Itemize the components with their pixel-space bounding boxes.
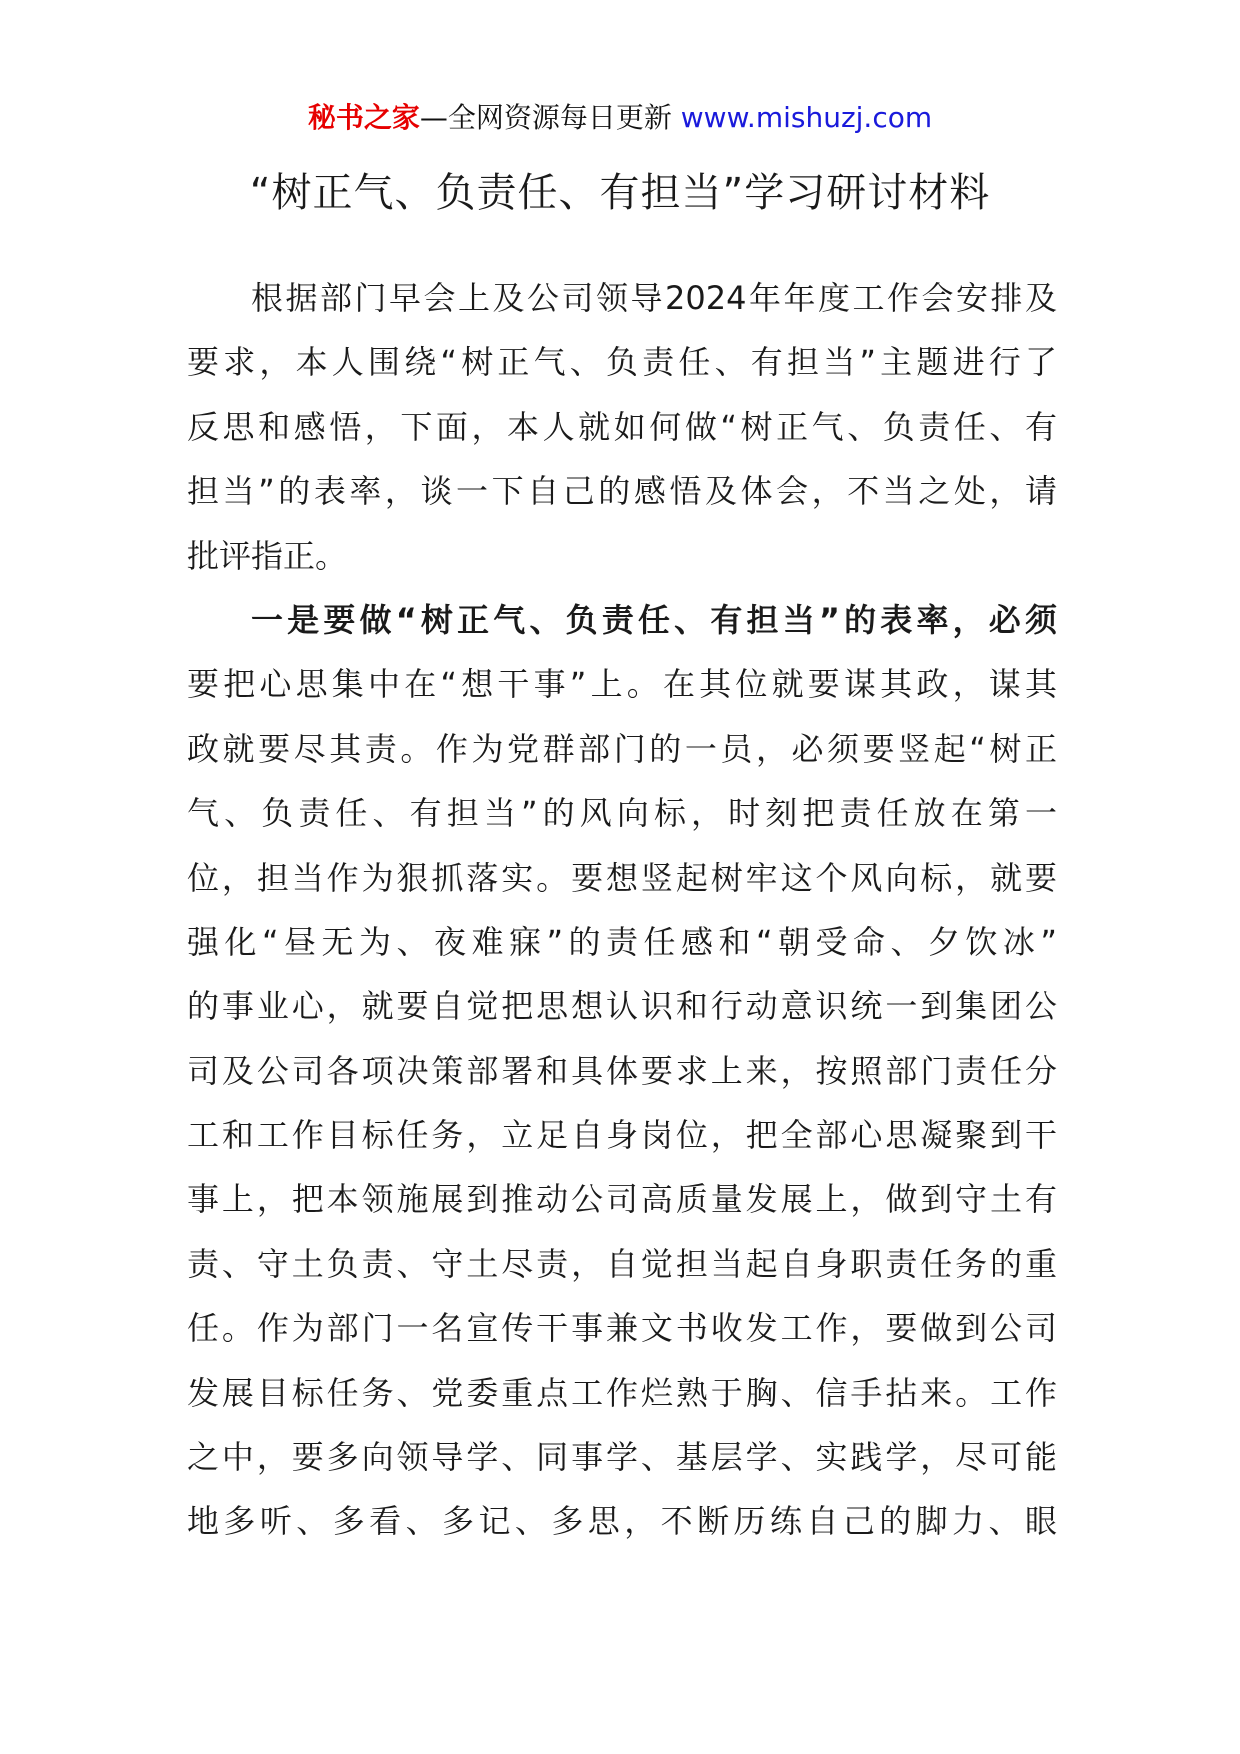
lead-text: 一是要做“树正气、负责任、有担当”的表率，必须 bbox=[251, 600, 1057, 639]
text-line: 根据部门早会上及公司领导2024年年度工作会安排及 bbox=[251, 279, 1057, 317]
text-line: 要把心思集中在“想干事”上。在其位就要谋其政，谋其 bbox=[187, 665, 1057, 704]
text-line: 气、负责任、有担当”的风向标，时刻把责任放在第一 bbox=[187, 794, 1057, 833]
text-line: 责、守土负责、守土尽责，自觉担当起自身职责任务的重 bbox=[187, 1244, 1057, 1283]
text-line: 批评指正。 bbox=[187, 536, 348, 575]
text-line: 司及公司各项决策部署和具体要求上来，按照部门责任分 bbox=[187, 1051, 1057, 1090]
text-line: 反思和感悟，下面，本人就如何做“树正气、负责任、有 bbox=[187, 407, 1057, 446]
text-line: 发展目标任务、党委重点工作烂熟于胸、信手拈来。工作 bbox=[187, 1373, 1057, 1412]
text-line: 强化“昼无为、夜难寐”的责任感和“朝受命、夕饮冰” bbox=[187, 922, 1057, 961]
text-line: 事上，把本领施展到推动公司高质量发展上，做到守土有 bbox=[187, 1180, 1057, 1219]
text-line: 之中，要多向领导学、同事学、基层学、实践学，尽可能 bbox=[187, 1438, 1057, 1477]
text-line: 担当”的表率，谈一下自己的感悟及体会，不当之处，请 bbox=[187, 472, 1057, 511]
text-line: 政就要尽其责。作为党群部门的一员，必须要竖起“树正 bbox=[187, 729, 1057, 768]
text-line: 地多听、多看、多记、多思，不断历练自己的脚力、眼 bbox=[187, 1502, 1057, 1541]
brand-name: 秘书之家 bbox=[307, 101, 420, 134]
site-header bbox=[0, 98, 1240, 138]
text-line: 工和工作目标任务，立足自身岗位，把全部心思凝聚到干 bbox=[187, 1116, 1057, 1155]
paragraph-lead-line bbox=[187, 588, 1057, 652]
site-url-link[interactable]: www.mishuzj.com bbox=[680, 101, 933, 134]
document-body bbox=[187, 266, 1057, 1554]
site-tagline: —全网资源每日更新 bbox=[419, 101, 681, 134]
text-line: 任。作为部门一名宣传干事兼文书收发工作，要做到公司 bbox=[187, 1309, 1057, 1348]
text-line: 要求，本人围绕“树正气、负责任、有担当”主题进行了 bbox=[187, 343, 1057, 382]
document-title: “树正气、负责任、有担当”学习研讨材料 bbox=[249, 170, 991, 216]
paragraph-2 bbox=[187, 588, 1057, 1554]
text-line: 的事业心，就要自觉把思想认识和行动意识统一到集团公 bbox=[187, 987, 1057, 1026]
paragraph-1 bbox=[187, 266, 1057, 588]
text-line: 位，担当作为狠抓落实。要想竖起树牢这个风向标，就要 bbox=[187, 858, 1057, 897]
